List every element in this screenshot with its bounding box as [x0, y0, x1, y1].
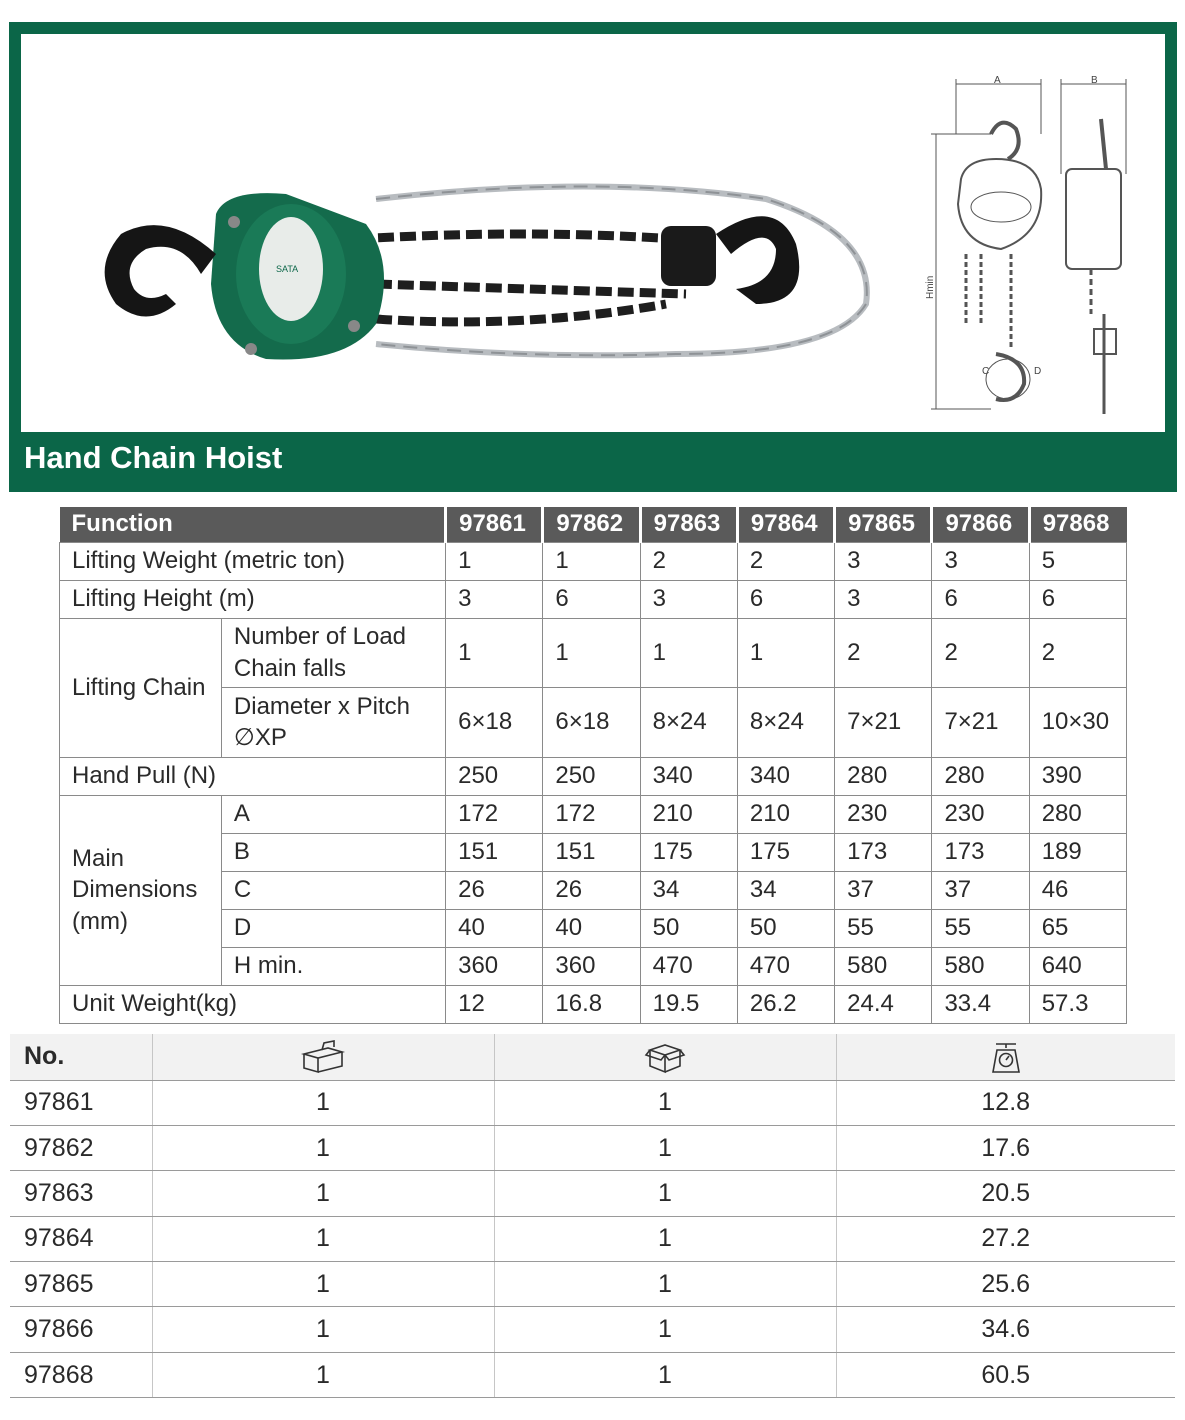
hand-pull-row — [60, 757, 1127, 795]
table-cell: 2 — [835, 618, 932, 687]
table-cell: 175 — [737, 833, 834, 871]
table-cell: 3 — [835, 542, 932, 580]
carton-qty: 1 — [494, 1352, 836, 1397]
table-cell: 6 — [932, 580, 1029, 618]
dimension-a-row — [60, 795, 1127, 833]
table-cell: 175 — [640, 833, 737, 871]
table-cell: 580 — [835, 947, 932, 985]
table-cell: 280 — [835, 757, 932, 795]
item-number: 97864 — [10, 1216, 152, 1261]
function-header: Function — [60, 507, 446, 542]
table-cell: 1 — [543, 542, 640, 580]
row-label: Number of Load Chain falls — [221, 618, 445, 687]
table-cell: 2 — [640, 542, 737, 580]
carton-box-icon — [644, 1040, 686, 1074]
lifting-weight-row — [60, 542, 1127, 580]
model-header: 97863 — [640, 507, 737, 542]
model-header: 97865 — [835, 507, 932, 542]
table-cell: 360 — [446, 947, 543, 985]
model-header: 97864 — [737, 507, 834, 542]
row-label: Hand Pull (N) — [60, 757, 446, 795]
carton-qty: 1 — [494, 1171, 836, 1216]
row-label: Diameter x Pitch ∅XP — [221, 687, 445, 757]
table-cell: 250 — [543, 757, 640, 795]
drawing-label-c: C — [982, 366, 990, 377]
chain-falls-row — [60, 618, 1127, 687]
carton-qty: 1 — [494, 1080, 836, 1125]
weighing-scale-icon — [988, 1040, 1024, 1074]
table-cell: 37 — [932, 871, 1029, 909]
table-cell: 7×21 — [932, 687, 1029, 757]
table-cell: 1 — [640, 618, 737, 687]
table-row — [10, 1262, 1175, 1307]
table-row — [10, 1307, 1175, 1352]
table-cell: 173 — [932, 833, 1029, 871]
item-number: 97868 — [10, 1352, 152, 1397]
carton-qty: 1 — [494, 1216, 836, 1261]
table-cell: 172 — [446, 795, 543, 833]
brand-label: SATA — [276, 264, 299, 274]
table-cell: 580 — [932, 947, 1029, 985]
row-label: C — [221, 871, 445, 909]
table-cell: 6×18 — [446, 687, 543, 757]
drawing-label-b: B — [1091, 75, 1098, 86]
table-cell: 210 — [640, 795, 737, 833]
drawing-label-a: A — [994, 75, 1001, 86]
carton-qty: 1 — [494, 1262, 836, 1307]
inner-qty: 1 — [152, 1307, 494, 1352]
carton-qty: 1 — [494, 1307, 836, 1352]
weight-header — [836, 1034, 1175, 1080]
table-cell: 250 — [446, 757, 543, 795]
hero-image-area — [21, 34, 1165, 432]
table-cell: 210 — [737, 795, 834, 833]
table-cell: 24.4 — [835, 985, 932, 1023]
carton-qty: 1 — [494, 1125, 836, 1170]
carton-header — [494, 1034, 836, 1080]
gross-weight: 12.8 — [836, 1080, 1175, 1125]
table-cell: 57.3 — [1029, 985, 1126, 1023]
table-cell: 280 — [932, 757, 1029, 795]
drawing-label-d: D — [1034, 366, 1042, 377]
table-cell: 33.4 — [932, 985, 1029, 1023]
spec-table — [59, 507, 1127, 1024]
table-row — [10, 1171, 1175, 1216]
lifting-height-row — [60, 580, 1127, 618]
row-label: D — [221, 909, 445, 947]
table-cell: 280 — [1029, 795, 1126, 833]
table-cell: 340 — [640, 757, 737, 795]
row-label: H min. — [221, 947, 445, 985]
model-header: 97866 — [932, 507, 1029, 542]
inner-pack-header — [152, 1034, 494, 1080]
table-cell: 65 — [1029, 909, 1126, 947]
table-cell: 189 — [1029, 833, 1126, 871]
table-cell: 26.2 — [737, 985, 834, 1023]
row-label: Unit Weight(kg) — [60, 985, 446, 1023]
table-cell: 34 — [737, 871, 834, 909]
model-header: 97868 — [1029, 507, 1126, 542]
table-cell: 46 — [1029, 871, 1126, 909]
model-header: 97862 — [543, 507, 640, 542]
table-cell: 1 — [543, 618, 640, 687]
model-header: 97861 — [446, 507, 543, 542]
table-cell: 6 — [737, 580, 834, 618]
row-group-label: Lifting Chain — [60, 618, 222, 757]
table-cell: 8×24 — [737, 687, 834, 757]
item-number: 97863 — [10, 1171, 152, 1216]
table-cell: 470 — [737, 947, 834, 985]
item-number: 97865 — [10, 1262, 152, 1307]
table-cell: 6 — [543, 580, 640, 618]
gross-weight: 27.2 — [836, 1216, 1175, 1261]
inner-qty: 1 — [152, 1125, 494, 1170]
row-label: Lifting Height (m) — [60, 580, 446, 618]
table-cell: 640 — [1029, 947, 1126, 985]
item-number: 97866 — [10, 1307, 152, 1352]
table-row — [10, 1216, 1175, 1261]
row-group-label: Main Dimensions (mm) — [60, 795, 222, 985]
toolbox-icon — [300, 1040, 346, 1074]
table-cell: 34 — [640, 871, 737, 909]
gross-weight: 20.5 — [836, 1171, 1175, 1216]
table-cell: 40 — [446, 909, 543, 947]
table-cell: 6 — [1029, 580, 1126, 618]
table-cell: 3 — [835, 580, 932, 618]
table-cell: 12 — [446, 985, 543, 1023]
table-cell: 151 — [446, 833, 543, 871]
table-cell: 40 — [543, 909, 640, 947]
table-cell: 1 — [446, 618, 543, 687]
table-cell: 173 — [835, 833, 932, 871]
table-cell: 8×24 — [640, 687, 737, 757]
inner-qty: 1 — [152, 1080, 494, 1125]
table-cell: 26 — [446, 871, 543, 909]
inner-qty: 1 — [152, 1171, 494, 1216]
table-cell: 390 — [1029, 757, 1126, 795]
table-cell: 10×30 — [1029, 687, 1126, 757]
row-label: A — [221, 795, 445, 833]
drawing-label-hmin: Hmin — [925, 275, 936, 299]
row-label: B — [221, 833, 445, 871]
table-cell: 1 — [737, 618, 834, 687]
chain-hoist-photo — [76, 154, 896, 384]
table-cell: 2 — [1029, 618, 1126, 687]
table-cell: 16.8 — [543, 985, 640, 1023]
unit-weight-row — [60, 985, 1127, 1023]
item-number: 97862 — [10, 1125, 152, 1170]
page-title: Hand Chain Hoist — [24, 440, 283, 475]
table-cell: 6×18 — [543, 687, 640, 757]
gross-weight: 60.5 — [836, 1352, 1175, 1397]
packing-header-row — [10, 1034, 1175, 1080]
table-cell: 470 — [640, 947, 737, 985]
inner-qty: 1 — [152, 1262, 494, 1307]
table-cell: 7×21 — [835, 687, 932, 757]
table-cell: 230 — [932, 795, 1029, 833]
technical-drawing — [916, 74, 1131, 419]
gross-weight: 25.6 — [836, 1262, 1175, 1307]
item-number: 97861 — [10, 1080, 152, 1125]
table-cell: 50 — [640, 909, 737, 947]
table-cell: 230 — [835, 795, 932, 833]
table-cell: 172 — [543, 795, 640, 833]
table-cell: 2 — [737, 542, 834, 580]
table-cell: 26 — [543, 871, 640, 909]
gross-weight: 34.6 — [836, 1307, 1175, 1352]
table-cell: 37 — [835, 871, 932, 909]
table-cell: 3 — [640, 580, 737, 618]
table-cell: 3 — [446, 580, 543, 618]
hero-banner — [9, 22, 1177, 492]
no-header: No. — [10, 1034, 152, 1080]
table-row — [10, 1125, 1175, 1170]
table-cell: 50 — [737, 909, 834, 947]
inner-qty: 1 — [152, 1216, 494, 1261]
packing-table — [10, 1034, 1175, 1398]
table-cell: 151 — [543, 833, 640, 871]
table-cell: 2 — [932, 618, 1029, 687]
table-row — [10, 1080, 1175, 1125]
gross-weight: 17.6 — [836, 1125, 1175, 1170]
table-cell: 340 — [737, 757, 834, 795]
table-cell: 55 — [932, 909, 1029, 947]
inner-qty: 1 — [152, 1352, 494, 1397]
table-cell: 5 — [1029, 542, 1126, 580]
table-cell: 360 — [543, 947, 640, 985]
table-cell: 3 — [932, 542, 1029, 580]
table-cell: 1 — [446, 542, 543, 580]
table-row — [10, 1352, 1175, 1397]
table-cell: 55 — [835, 909, 932, 947]
spec-header-row — [60, 507, 1127, 542]
table-cell: 19.5 — [640, 985, 737, 1023]
row-label: Lifting Weight (metric ton) — [60, 542, 446, 580]
